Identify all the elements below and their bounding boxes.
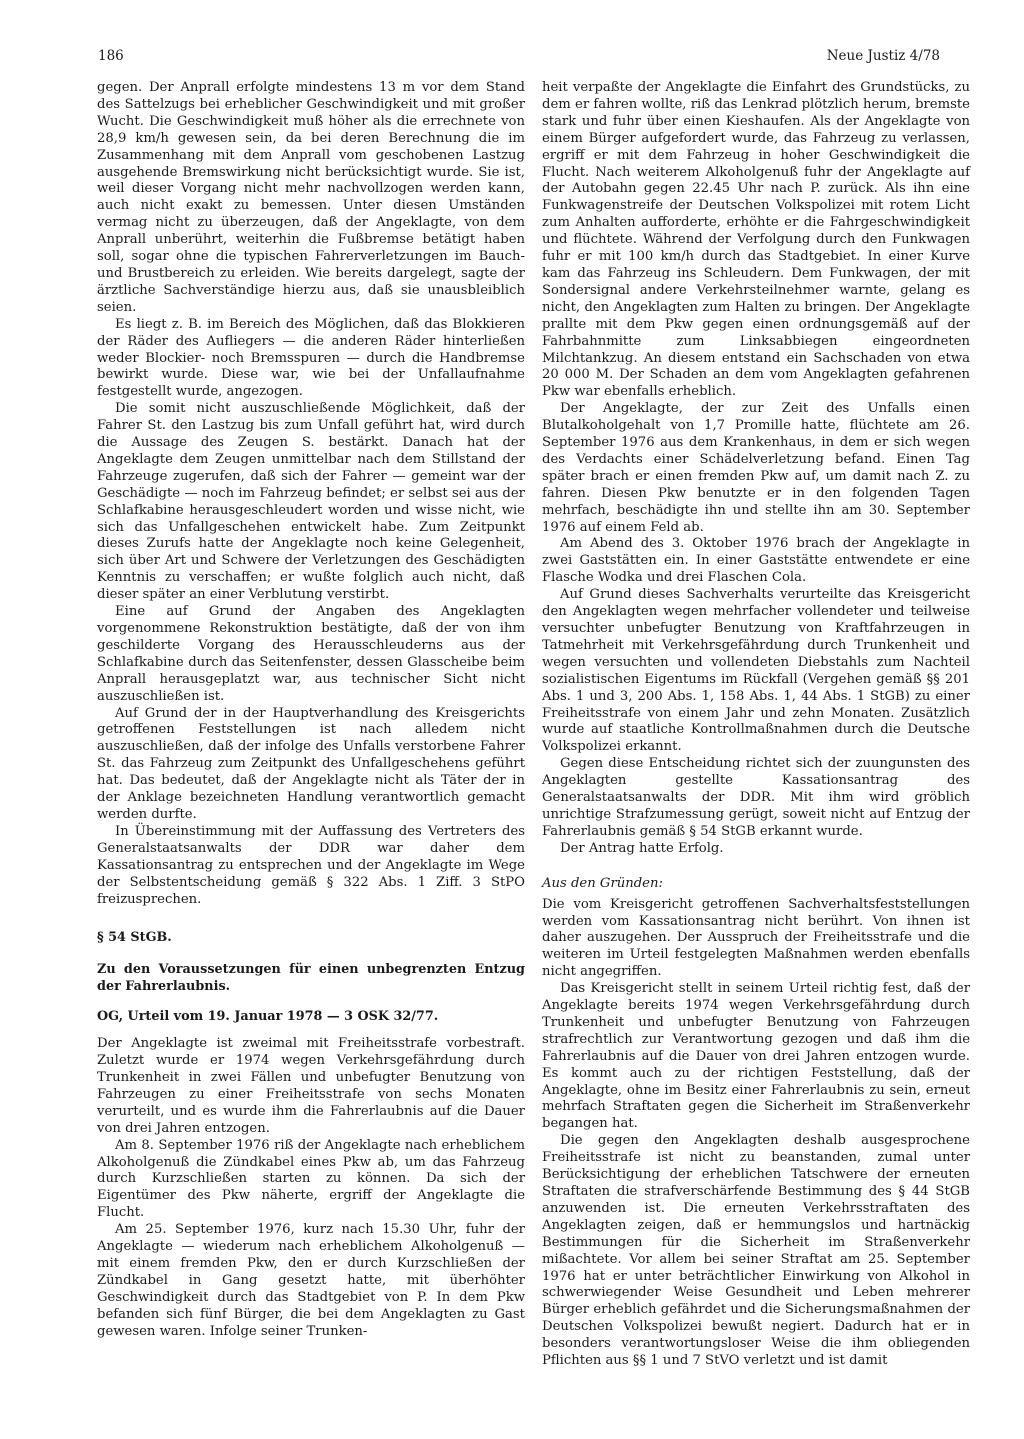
page-number: 186 xyxy=(98,48,124,64)
left-column xyxy=(97,80,525,1341)
paragraph: Auf Grund dieses Sachverhalts verurteilte das Kreisgericht den Angeklagten wegen mehrfacher vollendeter und teilweise versuchter unbefugter Benutzung von Kraftfahrzeugen in Tatmehrheit mit Verkehrsgefährdung durch Trunkenheit und wegen versuchten und vollendeten Diebstahls zum Nachteil sozialistischen Eigentums im Rückfall (Vergehen gemäß §§ 201 Abs. 1 und 3, 200 Abs. 1, 158 Abs. 1, 44 Abs. 1 StGB) zu einer Freiheitsstrafe von einem Jahr und zehn Monaten. Zusätzlich wurde auf staatliche Kontrollmaßnahmen durch die Deutsche Volkspolizei erkannt. xyxy=(542,587,970,755)
paragraph: Gegen diese Entscheidung richtet sich der zuungunsten des Angeklagten gestellte Kassationsantrag des Generalstaatsanwalts der DDR. Mit ihm wird gröblich unrichtige Strafzumessung gerügt, soweit nicht auf Entzug der Fahrerlaubnis gemäß § 54 StGB erkannt wurde. xyxy=(542,756,970,839)
paragraph: gegen. Der Anprall erfolgte mindestens 13 m vor dem Stand des Sattelzugs bei erheblicher Geschwindigkeit und mit großer Wucht. Die Geschwindigkeit muß höher als die errechnete von 28,9 km/h gewesen sein, da bei deren Berechnung die im Zusammenhang mit dem Anprall vom geschobenen Lastzug ausgehende Bremswirkung nicht berücksichtigt wurde. Sie ist, weil dieser Vorgang nicht mehr nachvollzogen werden kann, auch nicht exakt zu bemessen. Unter diesen Umständen vermag nicht zu überzeugen, daß der Angeklagte, von dem Anprall unberührt, weiterhin die Fußbremse betätigt haben soll, sogar ohne die typischen Fahrerverletzungen im Bauch- und Brustbereich zu erleiden. Wie bereits dargelegt, sagte der ärztliche Sachverständige hierzu aus, daß sie unausbleiblich seien. xyxy=(97,80,525,315)
paragraph: Die vom Kreisgericht getroffenen Sachverhaltsfeststellungen werden vom Kassationsantrag nicht berührt. Von ihnen ist daher auszugehen. Der Ausspruch der Freiheitsstrafe und die weiteren im Urteil festgelegten Maßnahmen werden ebenfalls nicht angegriffen. xyxy=(542,896,970,980)
paragraph: Die somit nicht auszuschließende Möglichkeit, daß der Fahrer St. den Lastzug bis zum Unfall geführt hat, wird durch die Aussage des Zeugen S. bestärkt. Danach hat der Angeklagte dem Zeugen unmittelbar nach dem Stillstand der Fahrzeuge zugerufen, daß sich der Fahrer — gemeint war der Geschädigte — noch im Fahrzeug befindet; er selbst sei aus der Schlafkabine herausgeschleudert worden und wisse nicht, wie sich das Unfallgeschehen entwickelt habe. Zum Zeitpunkt dieses Zurufs hatte der Angeklagte noch keine Gelegenheit, sich über Art und Schwere der Verletzungen des Geschädigten Kenntnis zu verschaffen; er wußte folglich auch nicht, daß dieser später an einer Verblutung verstirbt. xyxy=(97,401,525,603)
paragraph: Die gegen den Angeklagten deshalb ausgesprochene Freiheitsstrafe ist nicht zu beanstanden, zumal unter Berücksichtigung der erheblichen Tatschwere der erneuten Straftaten die strafverschärfende Bestimmung des § 44 StGB anzuwenden ist. Die erneuten Verkehrsstraftaten des Angeklagten zeigen, daß er hemmungslos und hartnäckig Bestimmungen für die Sicherheit im Straßenverkehr mißachtete. Vor allem bei seiner Straftat am 25. September 1976 hat er unter beträchtlicher Einwirkung von Alkohol in schwerwiegender Weise Gesundheit und Leben mehrerer Bürger erheblich gefährdet und die Sicherungsmaßnahmen der Deutschen Volkspolizei bewußt negiert. Dadurch hat er in besonders verantwortungsloser Weise die ihm obliegenden Pflichten aus §§ 1 und 7 StVO verletzt und ist damit xyxy=(542,1133,970,1369)
paragraph: Der Antrag hatte Erfolg. xyxy=(560,840,724,856)
paragraph: Der Angeklagte ist zweimal mit Freiheitsstrafe vorbestraft. Zuletzt wurde er 1974 wegen Verkehrsgefährdung durch Trunkenheit in zwei Fällen und unbefugter Benutzung von Fahrzeugen zu einer Freiheitsstrafe von sechs Monaten verurteilt, und es wurde ihm die Fahrerlaubnis auf die Dauer von drei Jahren entzogen. xyxy=(97,1036,525,1136)
page-header xyxy=(98,48,940,68)
paragraph: In Übereinstimmung mit der Auffassung des Vertreters des Generalstaatsanwalts der DDR war daher dem Kassationsantrag zu entsprechen und der Angeklagte im Wege der Selbstentscheidung gemäß § 322 Abs. 1 Ziff. 3 StPO freizusprechen. xyxy=(97,823,525,907)
law-reference: § 54 StGB. xyxy=(97,930,172,946)
paragraph: Am Abend des 3. Oktober 1976 brach der Angeklagte in zwei Gaststätten ein. In einer Gaststätte entwendete er eine Flasche Wodka und drei Flaschen Cola. xyxy=(542,536,970,586)
journal-issue: Neue Justiz 4/78 xyxy=(826,48,940,64)
paragraph: Auf Grund der in der Hauptverhandlung des Kreisgerichts getroffenen Feststellungen ist nach alledem nicht auszuschließen, daß der infolge des Unfalls verstorbene Fahrer St. das Fahrzeug zum Zeitpunkt des Unfallgeschehens geführt hat. Das bedeutet, daß der Angeklagte nicht als Täter der in der Anklage bezeichneten Handlung verantwortlich gemacht werden durfte. xyxy=(97,705,525,822)
case-title: Zu den Voraussetzungen für einen unbegrenzten Entzug der Fahrerlaubnis. xyxy=(97,962,525,995)
paragraph: Das Kreisgericht stellt in seinem Urteil richtig fest, daß der Angeklagte bereits 1974 wegen Verkehrsgefährdung durch Trunkenheit und unbefugter Benutzung von Fahrzeugen strafrechtlich zur Verantwortung gezogen und daß ihm die Fahrerlaubnis auf die Dauer von drei Jahren entzogen wurde. Es kommt auch zu der richtigen Feststellung, daß der Angeklagte, ohne im Besitz einer Fahrerlaubnis zu sein, erneut mehrfach Straftaten gegen die Sicherheit im Straßenverkehr begangen hat. xyxy=(542,981,970,1132)
paragraph: heit verpaßte der Angeklagte die Einfahrt des Grundstücks, zu dem er fahren wollte, riß das Lenkrad plötzlich herum, bremste stark und fuhr über einen Kieshaufen. Als der Angeklagte von einem Bürger aufgefordert wurde, das Fahrzeug zu verlassen, ergriff er mit dem Fahrzeug in hoher Geschwindigkeit die Flucht. Nach weiterem Alkoholgenuß fuhr der Angeklagte auf der Autobahn gegen 22.45 Uhr nach P. zurück. Als ihn eine Funkwagenstreife der Deutschen Volkspolizei mit rotem Licht zum Anhalten aufforderte, erhöhte er die Fahrgeschwindigkeit und flüchtete. Während der Verfolgung durch den Funkwagen fuhr er mit 100 km/h durch das Stadtgebiet. In einer Kurve kam das Fahrzeug ins Schleudern. Dem Funkwagen, der mit Sondersignal andere Verkehrsteilnehmer warnte, gelang es nicht, den Angeklagten zum Halten zu bringen. Der Angeklagte prallte mit dem Pkw gegen einen ordnungsgemäß auf der Fahrbahnmitte zum Linksabbiegen eingeordneten Milchtankzug. An diesem entstand ein Sachschaden von etwa 20 000 M. Der Schaden an dem vom Angeklagten gefahrenen Pkw war ebenfalls erheblich. xyxy=(542,80,970,400)
reasons-heading: Aus den Gründen: xyxy=(542,875,663,891)
right-column xyxy=(542,80,970,1370)
paragraph: Es liegt z. B. im Bereich des Möglichen, daß das Blokkieren der Räder des Aufliegers — die anderen Räder hinterließen weder Blockier- noch Bremsspuren — durch die Handbremse bewirkt wurde. Diese war, wie bei der Unfallaufnahme festgestellt wurde, angezogen. xyxy=(97,316,525,400)
paragraph: Am 8. September 1976 riß der Angeklagte nach erheblichem Alkoholgenuß die Zündkabel eines Pkw ab, um das Fahrzeug durch Kurzschließen starten zu können. Da sich der Eigentümer des Pkw näherte, ergriff der Angeklagte die Flucht. xyxy=(97,1137,525,1221)
court-reference: OG, Urteil vom 19. Januar 1978 — 3 OSK 32/77. xyxy=(97,1009,439,1025)
paragraph: Der Angeklagte, der zur Zeit des Unfalls einen Blutalkoholgehalt von 1,7 Promille hatte, flüchtete am 26. September 1976 aus dem Krankenhaus, in dem er sich wegen des Verdachts einer Schädelverletzung befand. Einen Tag später brach er einen fremden Pkw auf, um damit nach Z. zu fahren. Diesen Pkw benutzte er in den folgenden Tagen mehrfach, beschädigte ihn und stellte ihn am 30. September 1976 auf einem Feld ab. xyxy=(542,401,970,535)
paragraph: Am 25. September 1976, kurz nach 15.30 Uhr, fuhr der Angeklagte — wiederum nach erheblichem Alkoholgenuß — mit einem fremden Pkw, den er durch Kurzschließen der Zündkabel in Gang gesetzt hatte, mit überhöhter Geschwindigkeit durch das Stadtgebiet von P. In dem Pkw befanden sich fünf Bürger, die bei dem Angeklagten zu Gast gewesen waren. Infolge seiner Trunken- xyxy=(97,1222,525,1339)
paragraph: Eine auf Grund der Angaben des Angeklagten vorgenommene Rekonstruktion bestätigte, daß der von ihm geschilderte Vorgang des Herausschleuderns aus der Schlafkabine durch das Seitenfenster, dessen Glasscheibe beim Anprall herausgeplatzt war, aus technischer Sicht nicht auszuschließen ist. xyxy=(97,604,525,704)
